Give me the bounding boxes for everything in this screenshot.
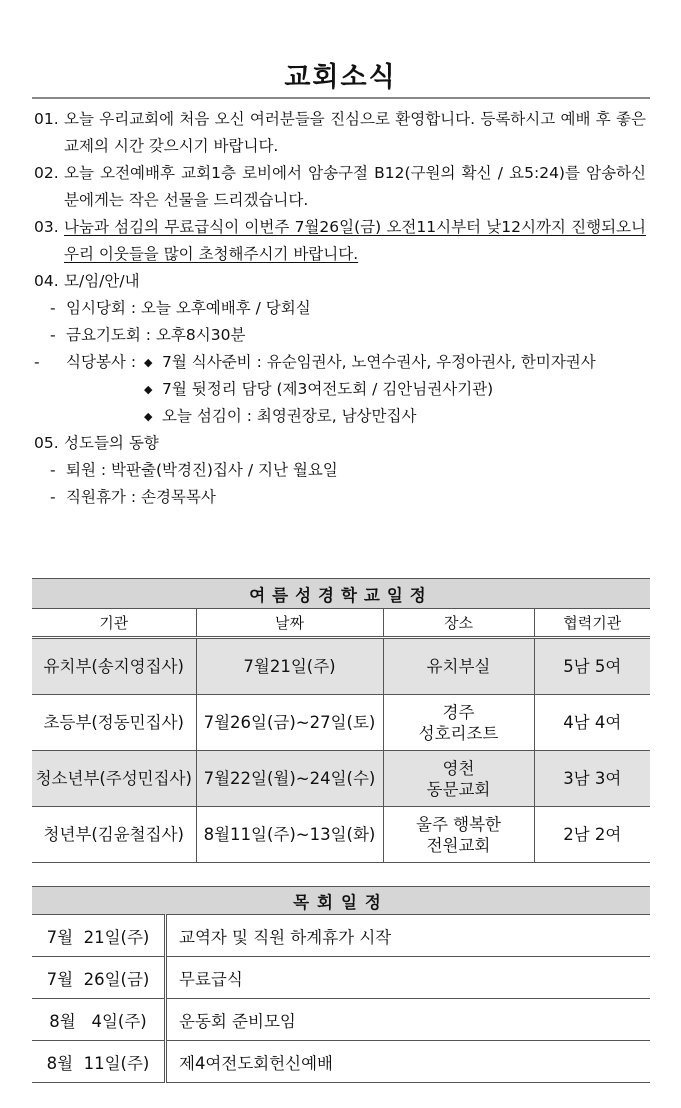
notice-text: 모/임/안/내: [64, 272, 140, 290]
meeting-item: - 임시당회 : 오늘 오후예배후 / 당회실: [50, 299, 311, 317]
notice-text: 오늘 오전예배후 교회1층 로비에서 암송구절 B12(구원의 확신 / 요5:24)를 암송하신 분에게는 작은 선물을 드리겠습니다.: [64, 164, 646, 209]
place-cell: 유치부실: [383, 638, 534, 695]
notice-number: 03.: [34, 218, 59, 236]
summer-school-table: [32, 578, 650, 863]
schedule-event: 운동회 준비모임: [166, 999, 651, 1041]
table-row: [32, 999, 650, 1041]
kitchen-label: 식당봉사 :: [66, 353, 137, 371]
friday-prayer-text: 금요기도회 : 오후8시30분: [66, 326, 246, 344]
discharge-text: 퇴원 : 박판출(박경진)집사 / 지난 월요일: [66, 461, 338, 479]
title-divider: [32, 97, 650, 99]
schedule-date: 8월 4일(주): [32, 999, 166, 1041]
column-header: 협력기관: [534, 609, 650, 638]
table-row: [32, 957, 650, 999]
diamond-bullet-icon: ◆: [144, 410, 153, 423]
place-cell: 영천 동문교회: [383, 751, 534, 807]
table-row: [32, 751, 650, 807]
notice-item: [34, 106, 646, 160]
staff-leave-text: 직원휴가 : 손경목목사: [66, 488, 216, 506]
table-row: [32, 915, 650, 957]
kitchen-service: [34, 403, 646, 430]
pastoral-schedule-table: [32, 886, 650, 1083]
date-cell: 7월22일(월)~24일(수): [196, 751, 383, 807]
column-header: 기관: [32, 609, 196, 638]
table-row: [32, 807, 650, 863]
column-header: 장소: [383, 609, 534, 638]
notice-item: [34, 160, 646, 214]
notice-item: [34, 430, 646, 457]
table-row: [32, 638, 650, 695]
temp-council-text: 임시당회 : 오늘 오후예배후 / 당회실: [66, 299, 311, 317]
staff-cell: 4남 4여: [534, 695, 650, 751]
kitchen-service: - 식당봉사 : ◆ 7월 식사준비 : 유순임권사, 노연수권사, 우정아권사, 한미자권사: [34, 349, 646, 376]
schedule-event: 교역자 및 직원 하계휴가 시작: [166, 915, 651, 957]
notice-text: 나눔과 섬김의 무료급식이 이번주 7월26일(금) 오전11시부터 낮12시까지 진행되오니 우리 이웃들을 많이 초청해주시기 바랍니다.: [64, 218, 646, 263]
notice-item: [34, 214, 646, 268]
notice-number: 02.: [34, 164, 59, 182]
diamond-bullet-icon: ◆: [144, 383, 153, 396]
member-item: - 퇴원 : 박판출(박경진)집사 / 지난 월요일: [50, 461, 338, 479]
table-row: [32, 1041, 650, 1083]
schedule-event: 무료급식: [166, 957, 651, 999]
notice-text: 성도들의 동향: [64, 434, 159, 452]
notice-number: 04.: [34, 272, 59, 290]
schedule-event: 제4여전도회헌신예배: [166, 1041, 651, 1083]
kitchen-item: ◆ 7월 뒷정리 담당 (제3여전도회 / 김안님권사기관): [144, 376, 493, 403]
staff-cell: 2남 2여: [534, 807, 650, 863]
schedule-date: 7월 26일(금): [32, 957, 166, 999]
date-cell: 7월26일(금)~27일(토): [196, 695, 383, 751]
dept-cell: 청년부(김윤철집사): [32, 807, 196, 863]
dept-cell: 초등부(정동민집사): [32, 695, 196, 751]
date-cell: 7월21일(주): [196, 638, 383, 695]
member-item: - 직원휴가 : 손경목목사: [50, 488, 216, 506]
notice-list: [34, 106, 646, 511]
meeting-item: - 금요기도회 : 오후8시30분: [50, 326, 246, 344]
kitchen-item: ◆ 오늘 섬김이 : 최영권장로, 남상만집사: [144, 403, 416, 430]
table-row: [32, 695, 650, 751]
notice-text: 오늘 우리교회에 처음 오신 여러분들을 진심으로 환영합니다. 등록하시고 예배 후 좋은교제의 시간 갖으시기 바랍니다.: [64, 110, 646, 155]
schedule-date: 7월 21일(주): [32, 915, 166, 957]
pastoral-title: 목회일정: [32, 887, 650, 915]
notice-number: 01.: [34, 110, 59, 128]
dept-cell: 유치부(송지영집사): [32, 638, 196, 695]
date-cell: 8월11일(주)~13일(화): [196, 807, 383, 863]
kitchen-service: [34, 376, 646, 403]
place-cell: 울주 행복한 전원교회: [383, 807, 534, 863]
kitchen-item: ◆ 7월 식사준비 : 유순임권사, 노연수권사, 우정아권사, 한미자권사: [144, 349, 596, 376]
page-title: 교회소식: [284, 62, 397, 93]
schedule-date: 8월 11일(주): [32, 1041, 166, 1083]
notice-item: [34, 268, 646, 295]
diamond-bullet-icon: ◆: [144, 356, 153, 369]
notice-number: 05.: [34, 434, 59, 452]
summer-school-title: 여름성경학교일정: [32, 579, 650, 609]
staff-cell: 3남 3여: [534, 751, 650, 807]
staff-cell: 5남 5여: [534, 638, 650, 695]
dept-cell: 청소년부(주성민집사): [32, 751, 196, 807]
place-cell: 경주 성호리조트: [383, 695, 534, 751]
column-header: 날짜: [196, 609, 383, 638]
